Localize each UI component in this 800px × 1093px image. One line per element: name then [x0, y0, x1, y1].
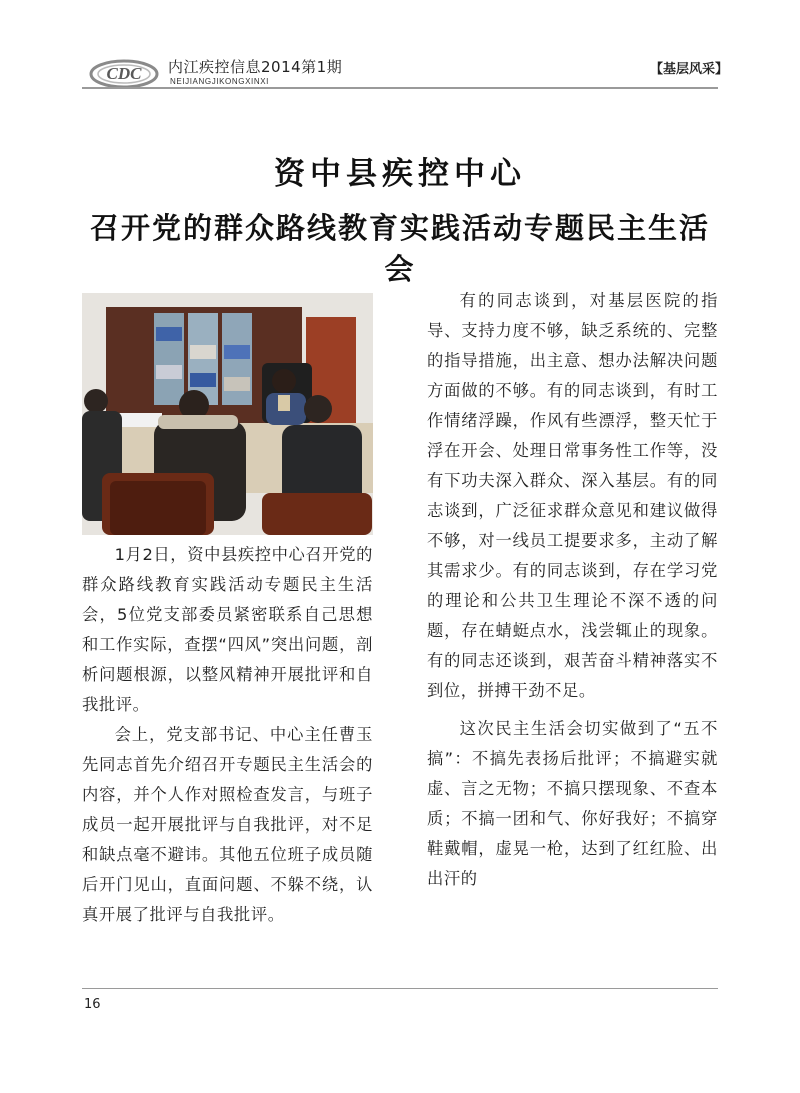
paragraph: 有的同志谈到，对基层医院的指导、支持力度不够，缺乏系统的、完整的指导措施，出主意、想办法解决问题方面做的不够。有的同志谈到，有时工作情绪浮躁，作风有些漂浮，整天忙于浮在开会、处理日常事务性工作等，没有下功夫深入群众、深入基层。有的同志谈到，广泛征求群众意见和建议做得不够，对一线员工提要求多，主动了解其需求少。有的同志谈到，存在学习党的理论和公共卫生理论不深不透的问题，存在蜻蜓点水，浅尝辄止的现象。有的同志还谈到，艰苦奋斗精神落实不到位，拼搏干劲不足。	[427, 291, 718, 700]
meeting-photo	[82, 293, 373, 535]
magazine-title: 内江疾控信息2014第1期	[168, 58, 343, 76]
paragraph: 会上，党支部书记、中心主任曹玉先同志首先介绍召开专题民主生活会的内容，并个人作对照检查发言，与班子成员一起开展批评与自我批评，对不足和缺点毫不避讳。其他五位班子成员随后开门见山，直面问题、不躲不绕，认真开展了批评与自我批评。	[82, 725, 373, 924]
cdc-logo	[88, 52, 160, 92]
footer-divider	[82, 988, 718, 989]
logo-text: CDC	[106, 64, 142, 83]
body-column-left	[82, 540, 373, 930]
header-divider	[82, 87, 718, 89]
body-column-right	[427, 286, 718, 894]
paragraph: 1月2日，资中县疾控中心召开党的群众路线教育实践活动专题民主生活会，5位党支部委员紧密联系自己思想和工作实际，查摆“四风”突出问题，剖析问题根源，以整风精神开展批评和自我批评。	[82, 545, 373, 714]
magazine-pinyin: NEIJIANGJIKONGXINXI	[170, 77, 269, 86]
page-number: 16	[84, 997, 101, 1012]
headline-line-1: 资中县疾控中心	[274, 156, 526, 192]
headline-line-2: 召开党的群众路线教育实践活动专题民主生活会	[89, 211, 710, 286]
paragraph: 这次民主生活会切实做到了“五不搞”：不搞先表扬后批评；不搞避实就虚、言之无物；不搞只摆现象、不查本质；不搞一团和气、你好我好；不搞穿鞋戴帽，虚晃一枪，达到了红红脸、出出汗的	[427, 719, 718, 888]
section-tag: 【基层风采】	[649, 62, 728, 77]
